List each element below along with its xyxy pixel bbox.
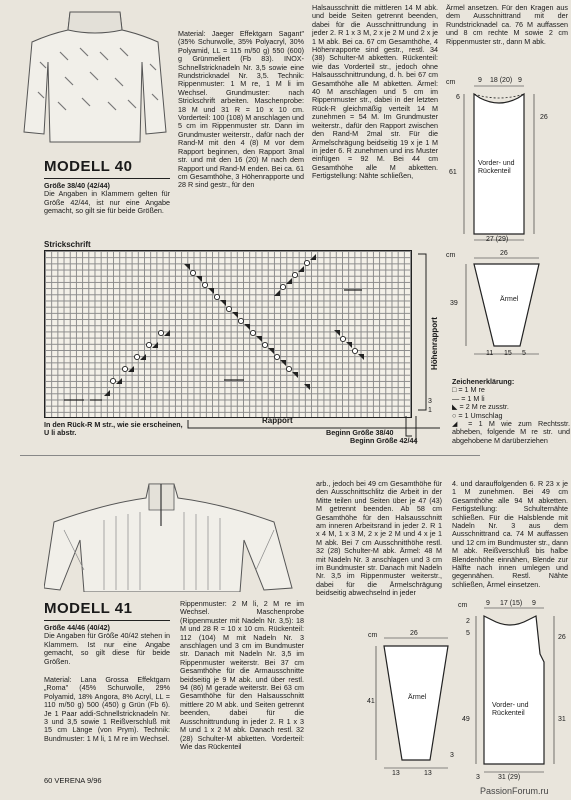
begin-size-2: Beginn Größe 42/44	[350, 436, 418, 445]
sizes-text: Die Angaben in Klammern gelten für Größe 42/44, ist nur eine Angabe gemacht, so gilt sie für beide Größen.	[44, 189, 170, 216]
dim-top-right: 9	[532, 600, 536, 607]
sizes-heading: Größe 44/46 (40/42)	[44, 623, 110, 632]
dim-right: 26	[558, 634, 566, 641]
dim-top: 26	[500, 250, 508, 257]
legend-item: ◣ = 2 M re zusstr.	[452, 402, 509, 412]
model-41-col2: Rippenmuster: 2 M li, 2 M re im Wechsel. Maschenprobe (Rippenmuster mit Nadeln Nr. 3,5): 18 M und 28 R = 10 x 10 cm. Rückenteil: 112 (104) M mit Nadeln Nr. 3 anschlagen und 3 cm im Bundmuster str. Danach mit Nadeln Nr. 3,5 im Rippenmuster weiterstr. Bei 37 cm Gesamthöhe für die Armausschnitte beidseitig je 9 M abk. und über restl. 94 (86) M gerade weiterstr. Bei 63 cm Gesamthöhe für den Halsausschnitt mittlere 20 M abk. und Seiten getrennt beenden, dabei für die Ausschnittrundung in jeder 2. R 1 x 3 M und 1 x 2 M abk. Danach restl. 32 (28) Schulter-M abketten. Vorderteil: Wie das Rückenteil	[180, 599, 304, 751]
begin-size-1: Beginn Größe 38/40	[326, 428, 394, 437]
cm-label: cm	[446, 252, 456, 259]
dim-b2: 13	[424, 770, 432, 777]
dim-top-right: 9	[518, 77, 522, 84]
model-40-col3: Halsausschnitt die mittleren 14 M abk. und beide Seiten getrennt beenden, dabei für die Ausschnittrundung in jeder 2. R 1 x 3 M, 2 x je 2 M und 2 x je 1 M abk. Bei ca. 67 cm Gesamthöhe, 4 Höhenrapporte sind gestr., restl. 34 (38) Schulter-M abketten. Rückenteil: wie das Vorderteil str., jedoch ohne Halsausschnittrundung, d. h. bei 67 cm Gesamthöhe alle M abketten. Ärmel: 40 M anschlagen und 5 cm im Rippenmuster str., dabei in der letzten Rück-R gleichmäßig verteilt 14 M zunehmen = 54 M. Im Grundmuster weiterstr., dafür den Rapport zwischen den Rand-M 2mal str. Für die Ärmelschrägung beidseitig 19 x je 1 M in jeder 6. R zunehmen und ins Muster einfügen = 92 M. Bei 44 cm Gesamthöhe alle M abketten. Fertigstellung: Nähte schließen,	[312, 3, 438, 181]
legend-item: ◢ = 1 M wie zum Rechtsstr. abheben, folgende M re str. und abgehobene M darüberziehen	[452, 419, 570, 445]
sizes-text: Die Angaben für Größe 40/42 stehen in Klammern. Ist nur eine Angabe gemacht, so gilt diese für beide Größen.	[44, 631, 170, 666]
model-41-title: MODELL 41	[44, 600, 133, 617]
dim-h1: 6	[456, 94, 460, 101]
model-40-title: MODELL 40	[44, 158, 133, 175]
dim-b3: 5	[522, 350, 526, 357]
legend-item: ○ = 1 Umschlag	[452, 410, 503, 420]
dim-h2: 61	[449, 169, 457, 176]
dim-top: 26	[410, 630, 418, 637]
dim-h1: 2	[466, 618, 470, 625]
legend-title: Zeichenerklärung:	[452, 377, 515, 386]
dim-top-mid: 17 (15)	[500, 600, 523, 607]
dim-right-2: 31	[558, 716, 566, 723]
rule	[44, 620, 170, 621]
strickschrift-title: Strickschrift	[44, 240, 91, 249]
model-41-col3: arb., jedoch bei 49 cm Gesamthöhe für den Ausschnittschlitz die Arbeit in der Mitte teilen und Seiten über je 47 (43) M getrennt beenden. Ab 58 cm Gesamthöhe für den Halsausschnitt am inneren Arbeitsrand in jeder 2. R 1 x 4 M, 1 x 3 M, 2 x je 2 M und 4 x je 1 M abk. Bei 7 cm Ausschnitthöhe restl. 32 (28) Schulter-M abk. Ärmel: 48 M mit Nadeln Nr. 3 anschlagen und 3 cm im Bundmuster str. Danach mit Nadeln Nr. 3,5 im Rippenmuster weiterstr., dabei für die Ärmelschrägung beidseitig abwechselnd in jeder	[316, 479, 442, 598]
cm-label: cm	[458, 602, 468, 609]
dim-top-left: 9	[486, 600, 490, 607]
dim-top-left: 9	[478, 77, 482, 84]
chart-note: In den Rück-R M str., wie sie erscheinen, U li abstr.	[44, 420, 183, 438]
dim-b3: 3	[450, 752, 454, 759]
dim-h3: 49	[462, 716, 470, 723]
hoehenrapport-label: Höhenrapport	[430, 317, 439, 370]
schema-41-body	[458, 598, 570, 784]
model-41-material: Material: Lana Grossa Effektgarn „Roma" (45% Schurwolle, 29% Polyamid, 18% Angora, 8% Acryl, LL = 110 m/50 g) 500 (450) g Grün (Fb 6). Je 1 Paar addi-Schnellstricknadeln Nr. 3 und 3,5 sowie 1 Reißverschluß mit 15 cm Länge (von Prym). Technik: Bundmuster: 1 M li, 1 M re im Wechsel.	[44, 675, 170, 743]
dim-right: 26	[540, 114, 548, 121]
schema-40-sleeve	[444, 250, 569, 365]
dim-h2: 5	[466, 630, 470, 637]
legend	[452, 378, 570, 445]
dim-left: 39	[450, 300, 458, 307]
piece-label: Vorder- und Rückenteil	[478, 160, 515, 175]
model-41-sizes	[44, 624, 170, 666]
section-divider	[20, 455, 480, 456]
model-40-sizes	[44, 182, 170, 216]
sweater-40-illustration	[20, 2, 170, 150]
cm-label: cm	[368, 632, 378, 639]
dim-b2: 15	[504, 350, 512, 357]
dim-left: 41	[367, 698, 375, 705]
schema-41-sleeve	[366, 628, 458, 784]
sizes-heading: Größe 38/40 (42/44)	[44, 181, 110, 190]
piece-label: Ärmel	[500, 296, 519, 303]
model-41-col4: 4. und darauffolgenden 6. R 23 x je 1 M zunehmen. Bei 49 cm Gesamthöhe alle 94 M abketten. Fertigstellung: Schulternähte schließen. Für die Halsblende mit Nadeln Nr. 3 aus dem Ausschnittrand ca. 74 M auffassen und 12 cm im Bundmuster str., dann M abk. Reißverschluß bis halbe Blendenhöhe einnähen, Blende zur Hälfte nach innen umlegen und gegennähen. Restl. Nähte schließen, Ärmel einsetzen.	[452, 479, 568, 589]
dim-top-mid: 18 (20)	[490, 77, 513, 84]
piece-label: Ärmel	[408, 694, 427, 701]
row-1-label: 1	[428, 407, 432, 414]
dim-bottom-left: 3	[476, 774, 480, 781]
rule	[44, 178, 170, 179]
row-3-label: 3	[428, 398, 432, 405]
piece-label: Vorder- und Rückenteil	[492, 702, 529, 717]
legend-item: — = 1 M li	[452, 393, 485, 403]
model-40-col2: Material: Jaeger Effektgarn Sagant" (35% Schurwolle, 35% Polyacryl, 30% Polyamid, LL = 115 m/50 g) 550 (600) g Grünmeliert (Fb 83). INOX-Schnellstricknadeln Nr. 3,5 sowie eine Rundstricknadel Nr. 3,5. Technik: Rippenmuster: 1 M re, 1 M li im Wechsel. Grundmuster: nach Strickschrift arbeiten. Maschenprobe: 18 M und 31 R = 10 x 10 cm. Vorderteil: 100 (108) M anschlagen und 5 cm im Rippenmuster str. Dann im Grundmuster weiterstr., dafür nach der Rand-M mit den 4 (8) M vor dem Rapport beginnen, den Rapport 3mal str. und mit den 16 (20) M nach dem Rapport und Rand-M enden. Bei ca. 61 cm Gesamthöhe, 3 Höhenrapporte und 28 R sind gestr., für den	[178, 29, 304, 190]
dim-bottom: 27 (29)	[486, 236, 509, 243]
model-40-col4: Ärmel ansetzen. Für den Kragen aus dem Ausschnittrand mit der Rundstricknadel ca. 76 M auffassen und 8 cm rechte M sowie 2 cm Rippenmuster str., dann M abk.	[446, 3, 568, 46]
legend-item: □ = 1 M re	[452, 385, 485, 395]
watermark: PassionForum.ru	[480, 786, 549, 796]
dim-b1: 13	[392, 770, 400, 777]
cm-label: cm	[446, 79, 456, 86]
sweater-41-illustration	[44, 470, 294, 592]
page-footer: 60 VERENA 9/96	[44, 776, 102, 785]
dim-b1: 11	[486, 350, 494, 357]
rapport-label: Rapport	[262, 416, 293, 425]
dim-bottom: 31 (29)	[498, 774, 521, 781]
schema-40-body	[444, 74, 569, 246]
